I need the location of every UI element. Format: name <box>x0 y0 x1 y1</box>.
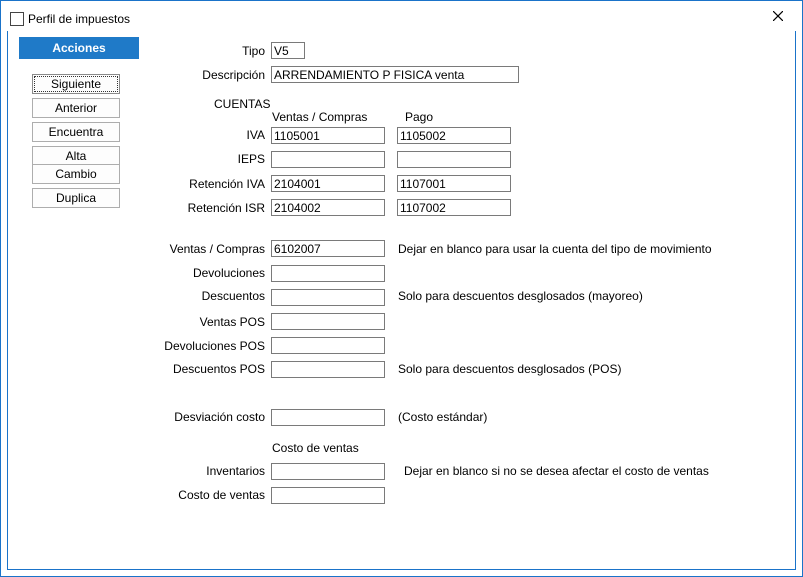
ret-isr-label: Retención ISR <box>187 201 265 215</box>
window-icon <box>10 12 24 26</box>
encuentra-button[interactable]: Encuentra <box>32 122 120 142</box>
duplica-button[interactable]: Duplica <box>32 188 120 208</box>
ieps-ventas-field[interactable] <box>271 151 385 168</box>
col-pago-header: Pago <box>405 110 434 124</box>
cambio-button[interactable]: Cambio <box>32 164 120 184</box>
iva-ventas-field[interactable]: 1105001 <box>271 127 385 144</box>
costo-ventas-heading: Costo de ventas <box>272 441 359 455</box>
descuentos-pos-field[interactable] <box>271 361 385 378</box>
descuentos-pos-label: Descuentos POS <box>172 362 265 376</box>
iva-label: IVA <box>246 128 265 142</box>
ret-isr-pago-field[interactable]: 1107002 <box>397 199 511 216</box>
desviacion-field[interactable] <box>271 409 385 426</box>
inventarios-field[interactable] <box>271 463 385 480</box>
descuentos-pos-note: Solo para descuentos desglosados (POS) <box>398 362 622 376</box>
ventas-pos-field[interactable] <box>271 313 385 330</box>
ieps-label: IEPS <box>237 152 265 166</box>
anterior-button[interactable]: Anterior <box>32 98 120 118</box>
iva-pago-field[interactable]: 1105002 <box>397 127 511 144</box>
window-title: Perfil de impuestos <box>28 12 131 26</box>
ventas-compras-field[interactable]: 6102007 <box>271 240 385 257</box>
descripcion-label: Descripción <box>202 68 265 82</box>
descuentos-field[interactable] <box>271 289 385 306</box>
tipo-label: Tipo <box>242 44 265 58</box>
descuentos-label: Descuentos <box>201 289 265 303</box>
devoluciones-pos-label: Devoluciones POS <box>164 339 265 353</box>
devoluciones-label: Devoluciones <box>192 266 265 280</box>
ret-iva-label: Retención IVA <box>189 177 265 191</box>
title-bar <box>1 1 802 31</box>
cuentas-heading: CUENTAS <box>214 97 271 111</box>
alta-button[interactable]: Alta <box>32 146 120 166</box>
inventarios-label: Inventarios <box>206 464 265 478</box>
ieps-pago-field[interactable] <box>397 151 511 168</box>
siguiente-button[interactable]: Siguiente <box>32 74 120 94</box>
desviacion-note: (Costo estándar) <box>398 410 488 424</box>
acciones-header: Acciones <box>19 37 139 59</box>
col-ventas-compras-header: Ventas / Compras <box>272 110 368 124</box>
inventarios-note: Dejar en blanco si no se desea afectar el costo de ventas <box>404 464 709 478</box>
tipo-field[interactable]: V5 <box>271 42 305 59</box>
costo-ventas-label: Costo de ventas <box>178 488 265 502</box>
costo-ventas-field[interactable] <box>271 487 385 504</box>
ret-isr-ventas-field[interactable]: 2104002 <box>271 199 385 216</box>
close-icon <box>773 11 783 21</box>
descripcion-field[interactable]: ARRENDAMIENTO P FISICA venta <box>271 66 519 83</box>
ventas-compras-label: Ventas / Compras <box>169 242 265 256</box>
ret-iva-ventas-field[interactable]: 2104001 <box>271 175 385 192</box>
ret-iva-pago-field[interactable]: 1107001 <box>397 175 511 192</box>
desviacion-label: Desviación costo <box>174 410 265 424</box>
devoluciones-pos-field[interactable] <box>271 337 385 354</box>
close-button[interactable] <box>766 5 790 27</box>
ventas-compras-note: Dejar en blanco para usar la cuenta del tipo de movimiento <box>398 242 712 256</box>
descuentos-note: Solo para descuentos desglosados (mayoreo) <box>398 289 643 303</box>
devoluciones-field[interactable] <box>271 265 385 282</box>
ventas-pos-label: Ventas POS <box>199 315 265 329</box>
